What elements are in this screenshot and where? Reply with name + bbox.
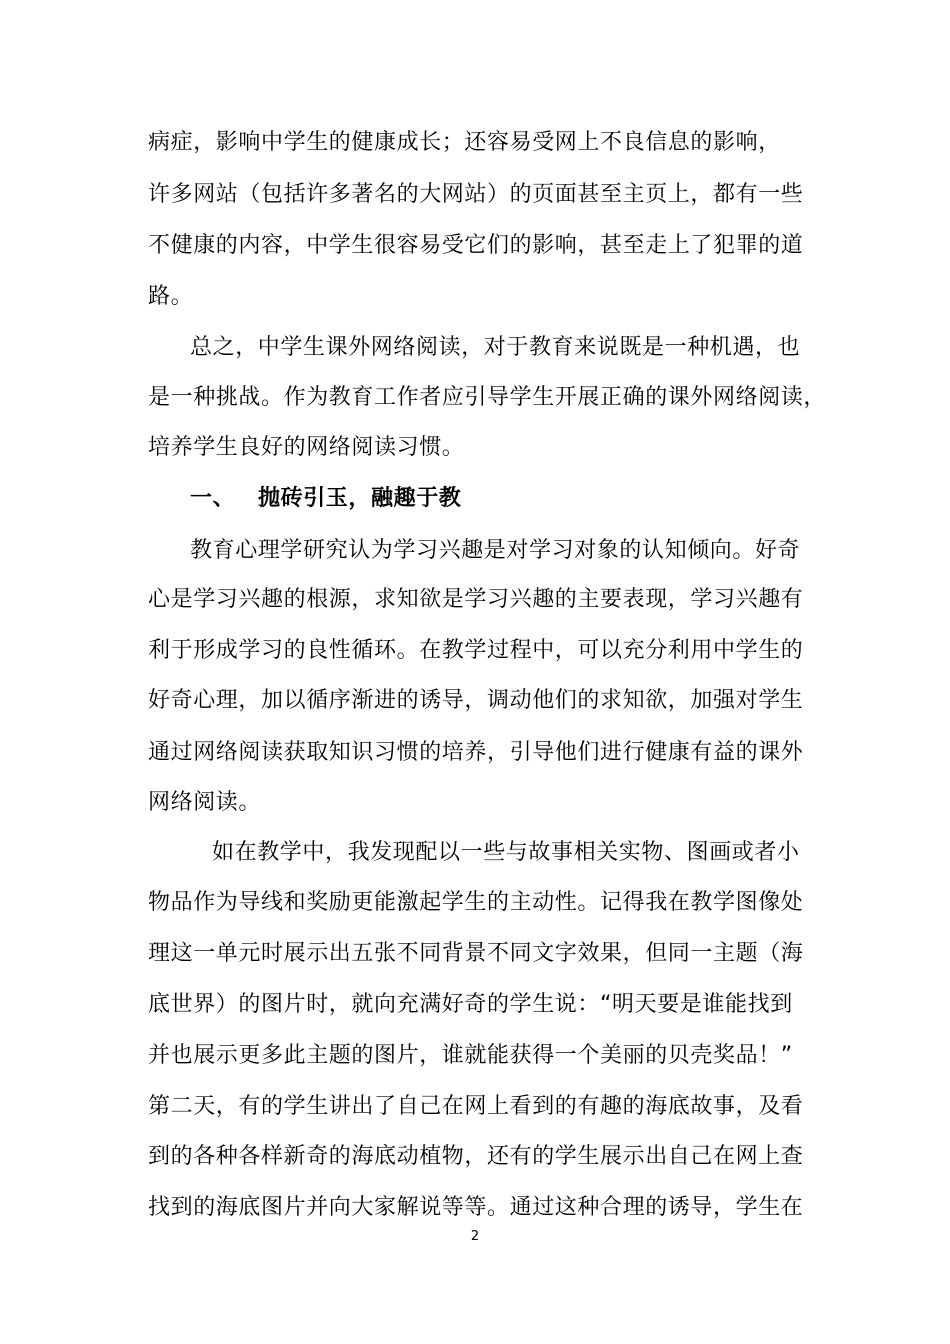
paragraph-line: 物品作为导线和奖励更能激起学生的主动性。记得我在教学图像处 — [148, 890, 804, 915]
paragraph-line: 通过网络阅读获取知识习惯的培养，引导他们进行健康有益的课外 — [148, 740, 804, 765]
paragraph-line: 教育心理学研究认为学习兴趣是对学习对象的认知倾向。好奇 — [190, 538, 801, 563]
paragraph-line: 不健康的内容，中学生很容易受它们的影响，甚至走上了犯罪的道 — [148, 233, 804, 258]
paragraph-line: 到的各种各样新奇的海底动植物，还有的学生展示出自己在网上查 — [148, 1144, 804, 1169]
paragraph-line: 路。 — [148, 284, 194, 309]
paragraph-line: 利于形成学习的良性循环。在教学过程中，可以充分利用中学生的 — [148, 638, 804, 663]
paragraph-line: 总之，中学生课外网络阅读，对于教育来说既是一种机遇，也 — [190, 335, 801, 360]
paragraph-line: 找到的海底图片并向大家解说等等。通过这种合理的诱导，学生在 — [148, 1195, 804, 1220]
paragraph-line: 理这一单元时展示出五张不同背景不同文字效果，但同一主题（海 — [148, 941, 804, 966]
paragraph-line: 培养学生良好的网络阅读习惯。 — [148, 435, 465, 460]
section-title: 抛砖引玉，融趣于教 — [258, 486, 462, 511]
paragraph-line: 许多网站（包括许多著名的大网站）的页面甚至主页上，都有一些 — [148, 182, 804, 207]
paragraph-line: 第二天，有的学生讲出了自己在网上看到的有趣的海底故事，及看 — [148, 1094, 804, 1119]
section-number: 一、 — [190, 486, 236, 511]
paragraph-line: 病症，影响中学生的健康成长；还容易受网上不良信息的影响， — [148, 130, 781, 155]
paragraph-line: 如在教学中，我发现配以一些与故事相关实物、图画或者小 — [212, 840, 800, 865]
paragraph-line: 是一种挑战。作为教育工作者应引导学生开展正确的课外网络阅读， — [148, 385, 827, 410]
paragraph-line: 好奇心理，加以循序渐进的诱导，调动他们的求知欲，加强对学生 — [148, 688, 804, 713]
paragraph-line: 并也展示更多此主题的图片，谁就能获得一个美丽的贝壳奖品！” — [148, 1043, 793, 1068]
paragraph-line: 心是学习兴趣的根源，求知欲是学习兴趣的主要表现，学习兴趣有 — [148, 587, 804, 612]
paragraph-line: 底世界）的图片时，就向充满好奇的学生说：“明天要是谁能找到 — [148, 992, 793, 1017]
page-number: 2 — [470, 1229, 480, 1244]
paragraph-line: 网络阅读。 — [148, 790, 262, 815]
section-heading — [190, 484, 461, 514]
